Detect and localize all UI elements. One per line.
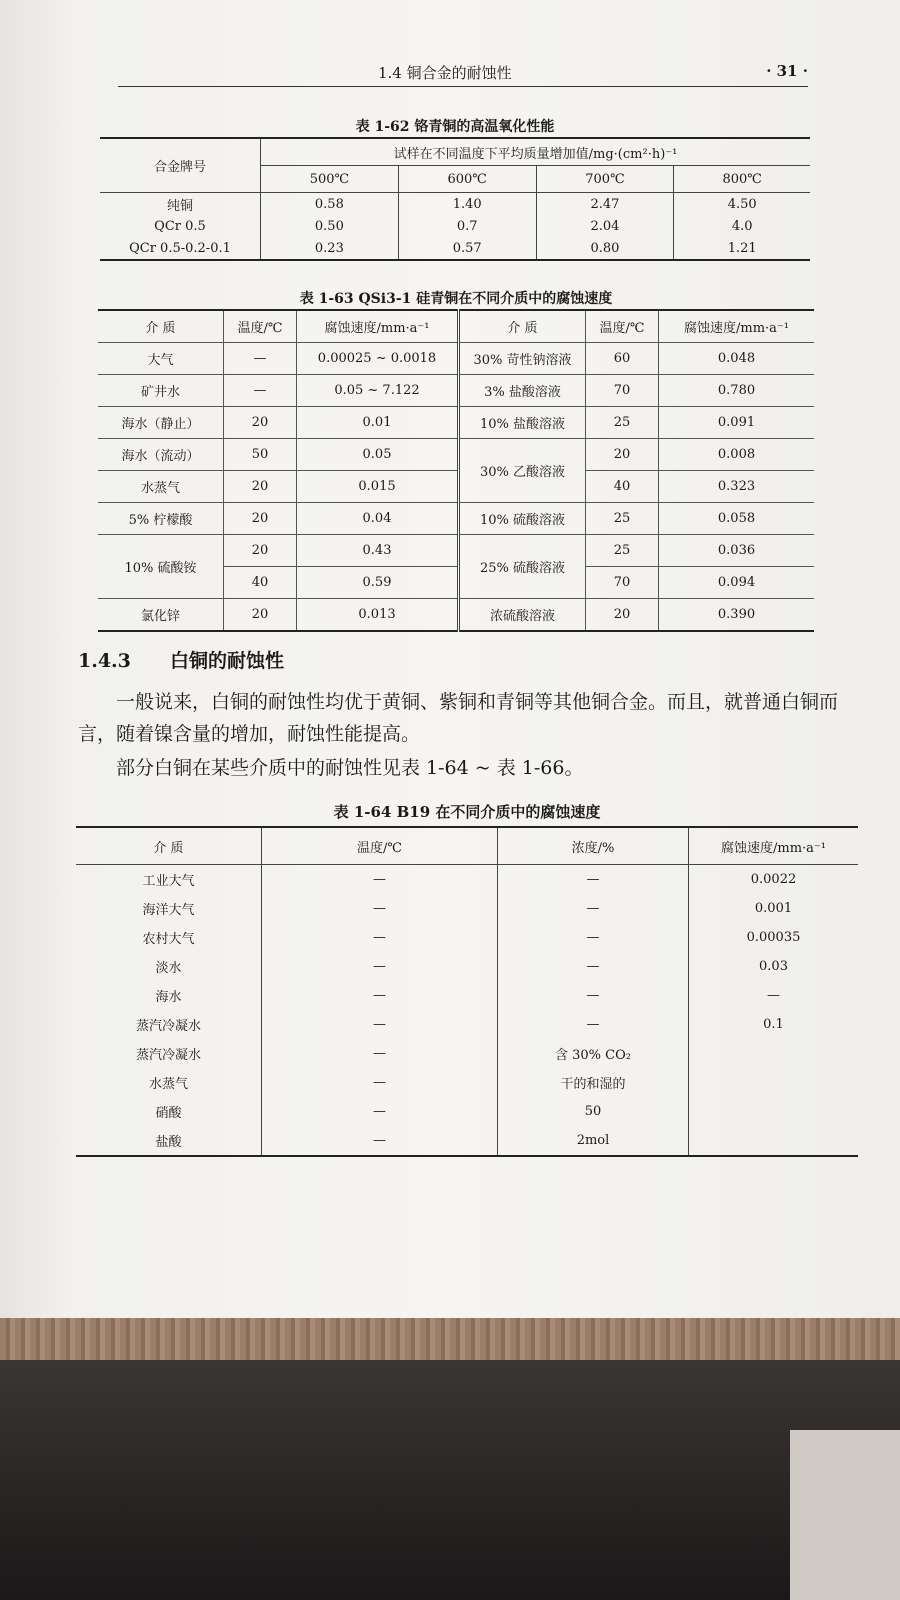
paragraph: 部分白铜在某些介质中的耐蚀性见表 1-64 ~ 表 1-66。 xyxy=(116,757,584,779)
cell: 10% 盐酸溶液 xyxy=(459,407,586,439)
table-1-63-caption: 表 1-63 QSi3-1 硅青铜在不同介质中的腐蚀速度 xyxy=(299,291,613,307)
table-row xyxy=(76,1097,858,1126)
table-row xyxy=(76,894,858,923)
cell: — xyxy=(262,1039,498,1068)
cell: 10% 硫酸铵 xyxy=(98,535,224,599)
table-row xyxy=(98,343,814,375)
cell: 20 xyxy=(224,407,297,439)
cell: — xyxy=(262,894,498,923)
cell: — xyxy=(262,923,498,952)
cell: 含 30% CO₂ xyxy=(498,1039,689,1068)
col-alloy: 合金牌号 xyxy=(100,138,261,193)
cell: 0.23 xyxy=(261,237,399,260)
cell: 0.03 xyxy=(689,952,859,981)
cell: 20 xyxy=(586,439,659,471)
cell: 0.390 xyxy=(659,599,815,632)
cell xyxy=(689,1097,859,1126)
cell xyxy=(689,1126,859,1156)
cell: 0.80 xyxy=(536,237,674,260)
cell: 0.58 xyxy=(261,193,399,216)
table-row xyxy=(76,1126,858,1156)
cell: 纯铜 xyxy=(166,198,193,214)
table-row xyxy=(76,923,858,952)
cell: 70 xyxy=(586,375,659,407)
section-number: 1.4.3 xyxy=(78,650,131,672)
cell: — xyxy=(224,375,297,407)
table-row xyxy=(98,599,814,632)
header-section: 1.4 铜合金的耐蚀性 xyxy=(378,64,512,82)
cell: 0.001 xyxy=(689,894,859,923)
cell: 3% 盐酸溶液 xyxy=(459,375,586,407)
table-row xyxy=(98,407,814,439)
background-wall xyxy=(790,1430,900,1600)
cell: 工业大气 xyxy=(142,874,195,889)
table-1-62 xyxy=(100,137,810,261)
table-row xyxy=(100,193,810,216)
cell: 氯化锌 xyxy=(98,599,224,632)
cell: 20 xyxy=(586,599,659,632)
cell: 水蒸气 xyxy=(148,1077,188,1092)
cell: 0.00025 ~ 0.0018 xyxy=(297,343,459,375)
header-cell: 介 质 xyxy=(76,827,262,865)
cell: 0.05 ~ 7.122 xyxy=(297,375,459,407)
cell: 硝酸 xyxy=(155,1106,182,1121)
cell: 农村大气 xyxy=(142,932,195,947)
table-header-row xyxy=(76,827,858,865)
cell: — xyxy=(262,952,498,981)
cell: — xyxy=(262,1068,498,1097)
cell: 浓硫酸溶液 xyxy=(459,599,586,632)
header-cell: 浓度/% xyxy=(498,827,689,865)
table-row xyxy=(98,439,814,471)
temp-header: 700℃ xyxy=(536,166,674,193)
cell: 0.50 xyxy=(261,215,399,237)
cell: 水蒸气 xyxy=(98,471,224,503)
cell: 海水（静止） xyxy=(98,407,224,439)
cell: QCr 0.5-0.2-0.1 xyxy=(129,240,231,256)
table-1-64 xyxy=(76,826,858,1157)
cell: 20 xyxy=(224,535,297,567)
cell: 4.50 xyxy=(674,193,810,216)
table-row xyxy=(76,952,858,981)
cell: 0.048 xyxy=(659,343,815,375)
cell: — xyxy=(262,1097,498,1126)
table-1-62-caption: 表 1-62 铬青铜的高温氧化性能 xyxy=(355,119,555,135)
cell: 2mol xyxy=(498,1126,689,1156)
table-row xyxy=(100,215,810,237)
cell: 25% 硫酸溶液 xyxy=(459,535,586,599)
cell: 海水（流动） xyxy=(98,439,224,471)
cell: — xyxy=(262,981,498,1010)
cell: 海洋大气 xyxy=(142,903,195,918)
cell: 60 xyxy=(586,343,659,375)
cell: 50 xyxy=(498,1097,689,1126)
cell: 0.036 xyxy=(659,535,815,567)
section-title: 白铜的耐蚀性 xyxy=(170,650,285,672)
cell: 干的和湿的 xyxy=(498,1068,689,1097)
cell: — xyxy=(262,1010,498,1039)
running-header xyxy=(118,62,808,87)
table-row xyxy=(100,237,810,260)
cell xyxy=(689,1068,859,1097)
cell: 25 xyxy=(586,535,659,567)
cell: 0.7 xyxy=(398,215,536,237)
cell: 0.780 xyxy=(659,375,815,407)
header-cell: 腐蚀速度/mm·a⁻¹ xyxy=(297,310,459,343)
temp-header: 500℃ xyxy=(261,166,399,193)
cell: 50 xyxy=(224,439,297,471)
cell: 30% 苛性钠溶液 xyxy=(459,343,586,375)
cell: 0.058 xyxy=(659,503,815,535)
cell: — xyxy=(498,952,689,981)
cell: 30% 乙酸溶液 xyxy=(459,439,586,503)
table-row xyxy=(76,1039,858,1068)
cell: 0.01 xyxy=(297,407,459,439)
col-group: 试样在不同温度下平均质量增加值/mg·(cm²·h)⁻¹ xyxy=(261,138,811,166)
cell: — xyxy=(498,865,689,895)
cell: 0.43 xyxy=(297,535,459,567)
header-cell: 介 质 xyxy=(459,310,586,343)
table-1-64-caption: 表 1-64 B19 在不同介质中的腐蚀速度 xyxy=(333,803,601,821)
cell: 0.00035 xyxy=(689,923,859,952)
table-row xyxy=(76,1068,858,1097)
cell: 1.21 xyxy=(674,237,810,260)
table-row xyxy=(76,865,858,895)
cell: 淡水 xyxy=(155,961,182,976)
cell: — xyxy=(498,923,689,952)
dark-background xyxy=(0,1360,900,1600)
header-cell: 腐蚀速度/mm·a⁻¹ xyxy=(689,827,859,865)
cell: 25 xyxy=(586,503,659,535)
cell: — xyxy=(498,981,689,1010)
cell: 0.013 xyxy=(297,599,459,632)
cell: 4.0 xyxy=(674,215,810,237)
cell: 0.008 xyxy=(659,439,815,471)
cell: 2.04 xyxy=(536,215,674,237)
cell: 20 xyxy=(224,599,297,632)
header-cell: 介 质 xyxy=(98,310,224,343)
cell: 蒸汽冷凝水 xyxy=(135,1019,201,1034)
cell: 0.04 xyxy=(297,503,459,535)
cell: 0.05 xyxy=(297,439,459,471)
cell: — xyxy=(262,865,498,895)
cell: 25 xyxy=(586,407,659,439)
cell: 0.094 xyxy=(659,567,815,599)
cell: 70 xyxy=(586,567,659,599)
cell: — xyxy=(498,894,689,923)
cell: 0.1 xyxy=(689,1010,859,1039)
cell xyxy=(689,1039,859,1068)
cell: 0.59 xyxy=(297,567,459,599)
cell: 蒸汽冷凝水 xyxy=(135,1048,201,1063)
table-row xyxy=(76,1010,858,1039)
cell: — xyxy=(262,1126,498,1156)
cell: 40 xyxy=(586,471,659,503)
cell: 1.40 xyxy=(398,193,536,216)
header-cell: 腐蚀速度/mm·a⁻¹ xyxy=(659,310,815,343)
table-1-63 xyxy=(98,309,814,632)
cell: 20 xyxy=(224,471,297,503)
header-cell: 温度/℃ xyxy=(586,310,659,343)
cell: — xyxy=(689,981,859,1010)
cell: 盐酸 xyxy=(155,1135,182,1150)
table-row xyxy=(98,471,814,503)
cell: 2.47 xyxy=(536,193,674,216)
table-row xyxy=(98,535,814,567)
cell: 0.0022 xyxy=(689,865,859,895)
cell: 0.015 xyxy=(297,471,459,503)
cell: 20 xyxy=(224,503,297,535)
cell: — xyxy=(224,343,297,375)
cell: 0.57 xyxy=(398,237,536,260)
cell: 0.323 xyxy=(659,471,815,503)
table-row xyxy=(76,981,858,1010)
page-number: · 31 · xyxy=(766,62,808,80)
cell: 40 xyxy=(224,567,297,599)
table-row xyxy=(98,375,814,407)
table-header-row xyxy=(98,310,814,343)
section-heading xyxy=(78,646,284,673)
table-row xyxy=(98,503,814,535)
temp-header: 600℃ xyxy=(398,166,536,193)
cell: QCr 0.5 xyxy=(154,218,206,234)
cell: 矿井水 xyxy=(98,375,224,407)
cell: 海水 xyxy=(155,990,182,1005)
header-cell: 温度/℃ xyxy=(224,310,297,343)
paragraph: 一般说来，白铜的耐蚀性均优于黄铜、紫铜和青铜等其他铜合金。而且，就普通白铜而言，随着镍含量的增加，耐蚀性能提高。 xyxy=(78,691,839,745)
cell: 5% 柠檬酸 xyxy=(98,503,224,535)
cell: — xyxy=(498,1010,689,1039)
header-cell: 温度/℃ xyxy=(262,827,498,865)
cell: 0.091 xyxy=(659,407,815,439)
cell: 10% 硫酸溶液 xyxy=(459,503,586,535)
temp-header: 800℃ xyxy=(674,166,810,193)
cell: 大气 xyxy=(98,343,224,375)
